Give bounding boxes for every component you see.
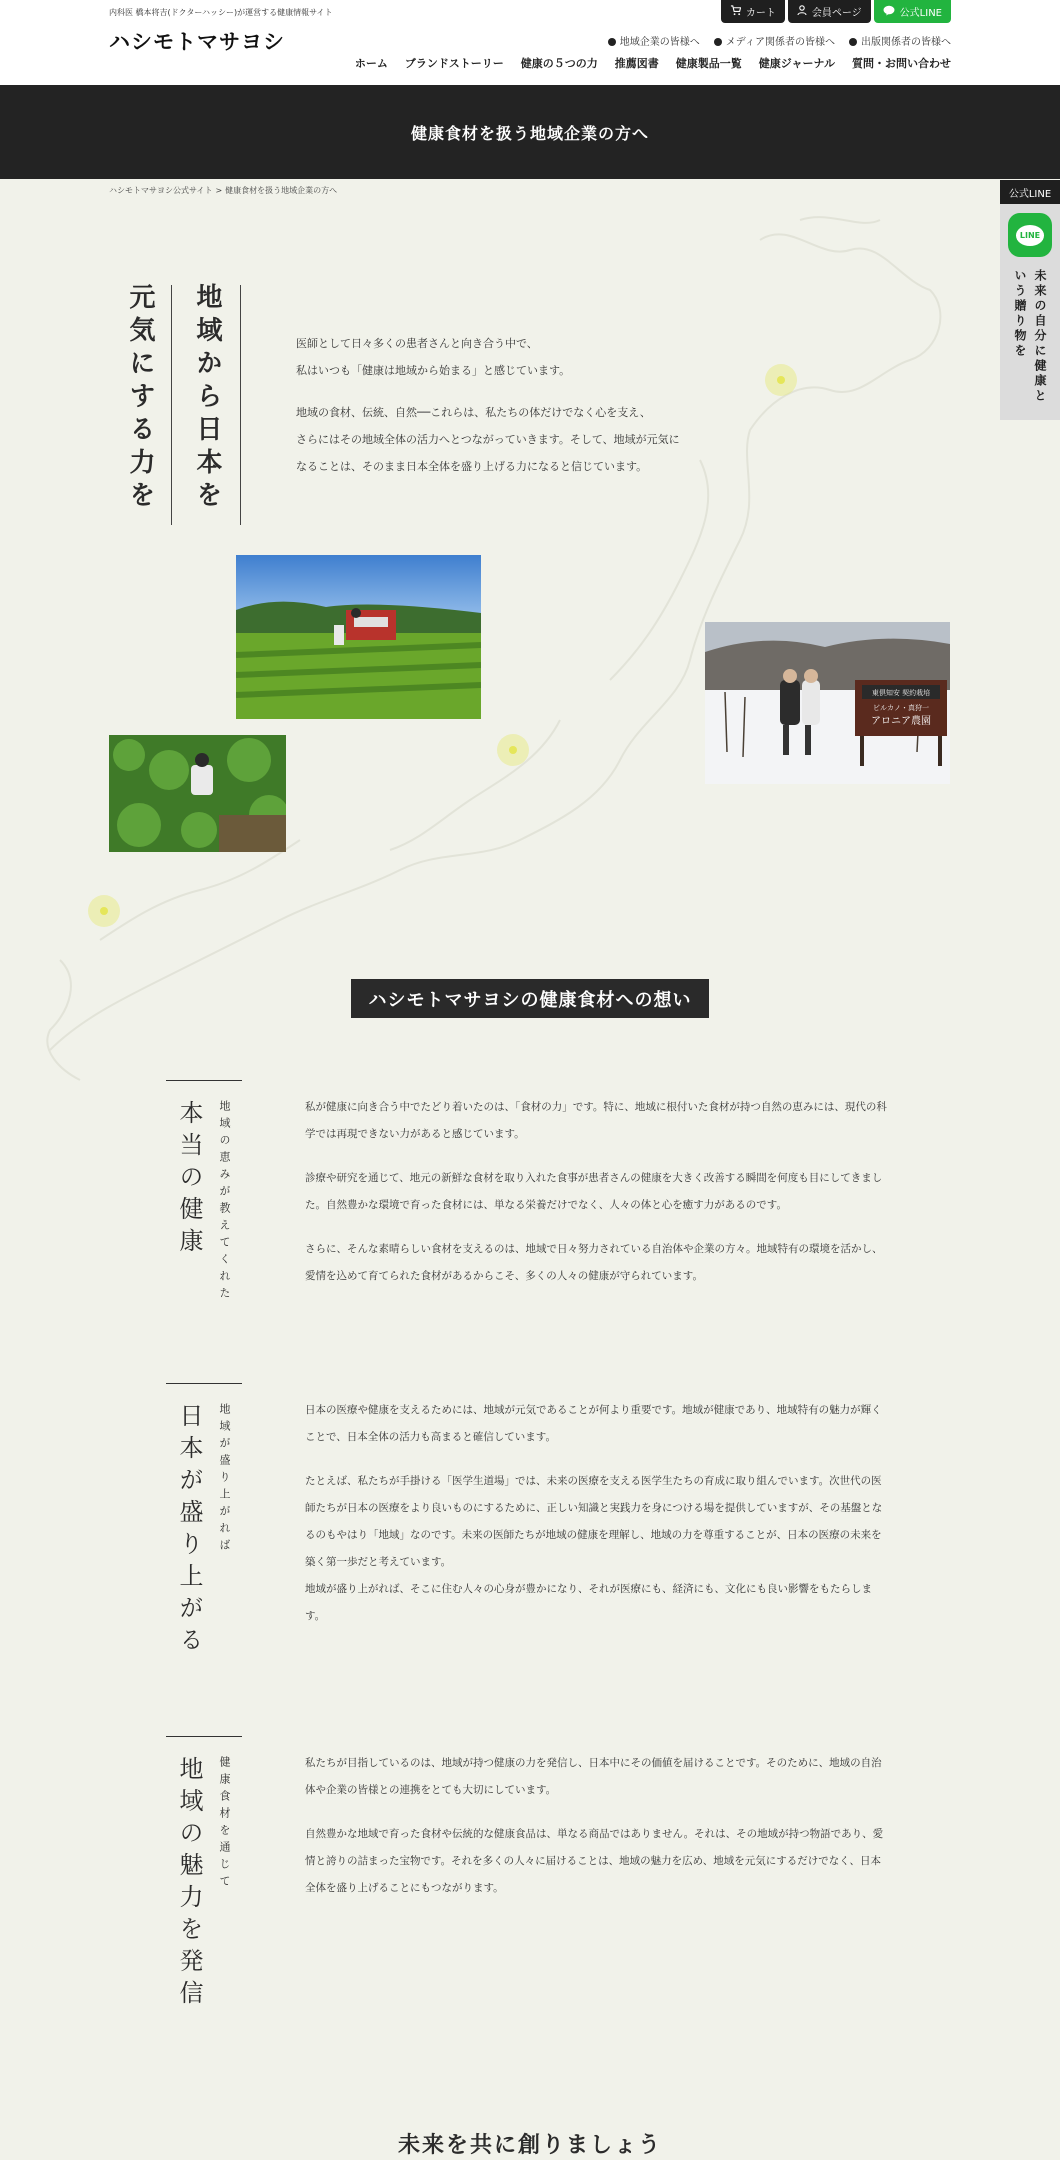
- bullet-icon: [849, 38, 857, 46]
- sign-line1: 東倶知安 契約栽培: [871, 689, 931, 697]
- cart-icon: [730, 5, 741, 19]
- page-title: 健康食材を扱う地域企業の方へ: [410, 123, 649, 143]
- photo-tea-harvest: [236, 555, 481, 719]
- section-heading-sub: 健康食材を通じて: [218, 1756, 231, 1892]
- side-tab-text: 未来の自分に健康という贈り物を: [1013, 269, 1047, 404]
- cart-label: カート: [745, 8, 776, 19]
- intro-divider-left: [171, 285, 172, 525]
- link-regional-companies[interactable]: 地域企業の皆様へ: [608, 33, 700, 48]
- closing-heading: 未来を共に創りましょう: [397, 2132, 662, 2158]
- section-body: 私が健康に向き合う中でたどり着いたのは、「食材の力」です。特に、地域に根付いた食材が持つ自然の恵みには、現代の科学では再現できない力があると感じています。 診療や研究を通じて、地元の新鮮な食材を取り入れた食事が患者さんの健康を大きく改善する瞬間を何度も目にしてきました。自然豊かな環境で育った食材には、単なる栄養だけでなく、人々の体と心を癒す力があるのです。 さらに、そんな素晴らしい食材を支えるのは、地域で日々努力されている自治体や企業の方々。地域特有の環境を活かし、愛情を込めて育てられた食材があるからこそ、多くの人々の健康が守られています。: [305, 1101, 887, 1282]
- nav-recommended-books[interactable]: 推薦図書: [614, 57, 659, 70]
- section-body: 日本の医療や健康を支えるためには、地域が元気であることが何より重要です。地域が健康であり、地域特有の魅力が輝くことで、日本全体の活力も高まると確信しています。 たとえば、私たちが手掛ける「医学生道場」では、未来の医療を支える医学生たちの育成に取り組んでいます。次世代の医師たちが日本の医療をより良いものにするために、正しい知識と実践力を身につける場を提供していますが、その基盤となるのもやはり「地域」なのです。未来の医師たちが地域の健康を理解し、地域の力を尊重することが、日本の医療の未来を築く第一歩だと考えています。 地域が盛り上がれば、そこに住む人々の心身が豊かになり、それが医療にも、経済にも、文化にも良い影響をもたらします。: [305, 1404, 883, 1622]
- top-buttons: [721, 0, 951, 23]
- breadcrumb: ハシモトマサヨシ公式サイト > 健康食材を扱う地域企業の方へ: [109, 186, 338, 195]
- breadcrumb-current: 健康食材を扱う地域企業の方へ: [225, 186, 338, 195]
- page-title-bar: [0, 85, 1060, 179]
- section-body: 私たちが目指しているのは、地域が持つ健康の力を発信し、日本中にその価値を届けることです。そのために、地域の自治体や企業の皆様との連携をとても大切にしています。 自然豊かな地域で育った食材や伝統的な健康食品は、単なる商品ではありません。それは、その地域が持つ物語であり、愛情と誇りの詰まった宝物です。それを多くの人々に届けることは、地域の魅力を広め、地域を元気にするだけでなく、日本全体を盛り上げることにもつながります。: [305, 1757, 884, 1894]
- section-heading-main: 日本が盛り上がる: [175, 1403, 203, 1659]
- location-marker-central: [497, 734, 529, 766]
- member-page-button[interactable]: [788, 0, 871, 23]
- section-divider: [166, 1736, 242, 1737]
- thought-section-1: [166, 1080, 886, 1320]
- line-side-tab[interactable]: [1000, 180, 1060, 420]
- nav-products[interactable]: 健康製品一覧: [675, 57, 742, 70]
- intro-heading-line2: 元気にする力を: [125, 283, 155, 514]
- section-divider: [166, 1383, 242, 1384]
- bullet-icon: [608, 38, 616, 46]
- nav-journal[interactable]: 健康ジャーナル: [758, 57, 835, 70]
- breadcrumb-home[interactable]: ハシモトマサヨシ公式サイト: [109, 186, 213, 195]
- thought-section-2: [166, 1383, 886, 1663]
- nav-brand-story[interactable]: ブランドストーリー: [404, 57, 504, 70]
- nav-home[interactable]: ホーム: [354, 57, 388, 70]
- thought-section-3: [166, 1736, 886, 2016]
- nav-contact[interactable]: 質問・お問い合わせ: [852, 57, 951, 70]
- line-app-icon: LINE: [1008, 213, 1052, 257]
- cart-button[interactable]: [721, 0, 785, 23]
- photo-aronia-farm: [705, 622, 950, 784]
- location-marker-hokkaido: [765, 364, 797, 396]
- intro-heading-line1: 地域から日本を: [192, 283, 222, 514]
- audience-links: [608, 33, 951, 48]
- site-header: [0, 0, 1060, 85]
- section-heading-main: 地域の魅力を発信: [175, 1756, 203, 2012]
- bullet-icon: [714, 38, 722, 46]
- section-heading-sub: 地域の恵みが教えてくれた: [218, 1100, 231, 1304]
- official-line-label: 公式LINE: [899, 8, 942, 19]
- user-icon: [797, 5, 807, 19]
- thoughts-section-title: ハシモトマサヨシの健康食材への想い: [351, 979, 709, 1018]
- section-divider: [166, 1080, 242, 1081]
- official-line-button[interactable]: [874, 0, 951, 23]
- side-tab-label: 公式LINE: [1000, 180, 1060, 204]
- intro-divider-right: [240, 285, 241, 525]
- section-heading-sub: 地域が盛り上がれば: [218, 1403, 231, 1556]
- member-page-label: 会員ページ: [811, 8, 862, 19]
- global-nav: [355, 55, 951, 71]
- link-publishers[interactable]: 出版関係者の皆様へ: [849, 33, 951, 48]
- line-icon: [883, 5, 895, 19]
- link-media[interactable]: メディア関係者の皆様へ: [714, 33, 835, 48]
- site-tagline: 内科医 橋本将吉(ドクターハッシー)が運営する健康情報サイト: [109, 8, 333, 17]
- sign-line2: ビルカノ・真狩一: [873, 704, 929, 712]
- photo-field-worker: [109, 735, 286, 852]
- site-logo[interactable]: ハシモトマサヨシ: [109, 30, 285, 54]
- location-marker-kyushu: [88, 895, 120, 927]
- section-heading-main: 本当の健康: [175, 1100, 203, 1260]
- nav-five-powers[interactable]: 健康の５つの力: [520, 57, 598, 70]
- sign-line3: アロニア農園: [871, 716, 931, 727]
- intro-text: 医師として日々多くの患者さんと向き合う中で、 私はいつも「健康は地域から始まる」と感じています。 地域の食材、伝統、自然──これらは、私たちの体だけでなく心を支え、 さらにはその地域全体の活力へとつながっていきます。そして、地域が元気に なることは、そのまま日本全体を盛り上げる力になると信じています。: [296, 337, 680, 473]
